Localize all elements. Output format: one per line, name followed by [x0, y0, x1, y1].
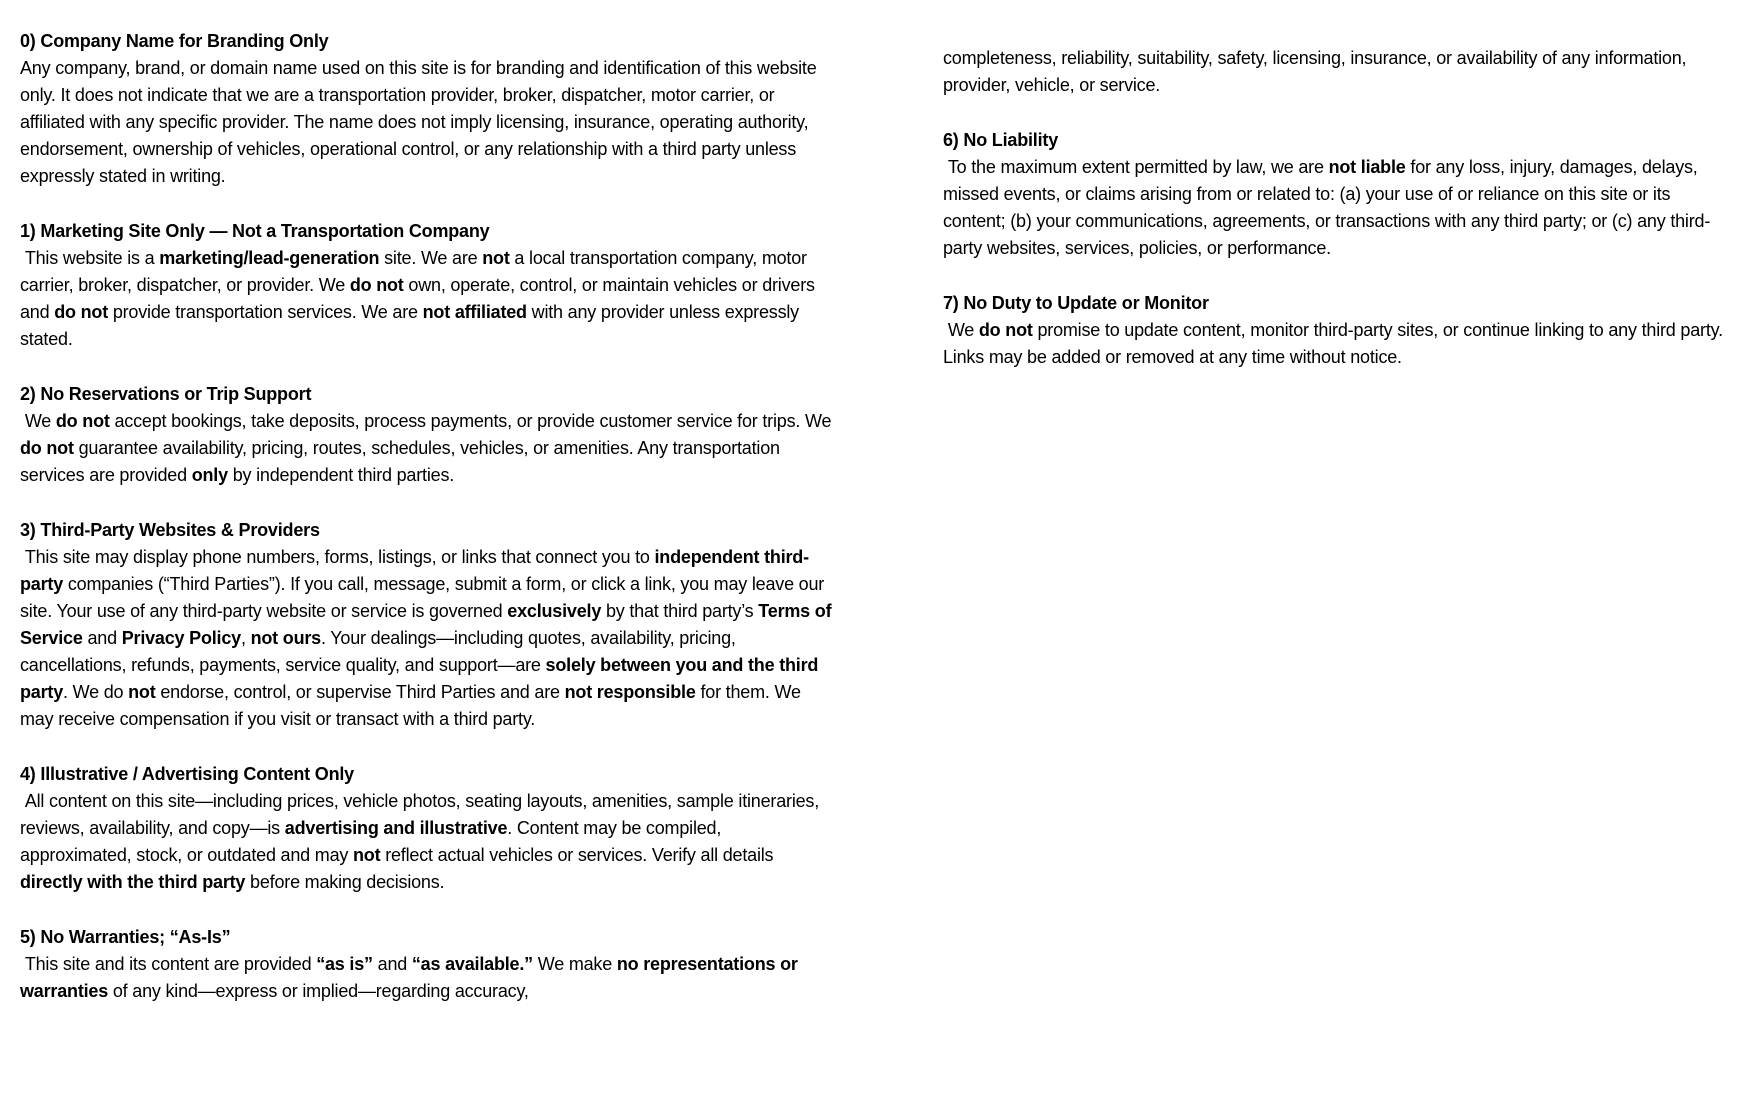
bold-text-run: only [191, 465, 228, 485]
bold-text-run: do not [978, 320, 1033, 340]
bold-text-run: not [353, 845, 381, 865]
text-run: guarantee availability, pricing, routes, schedules, vehicles, or amenities. Any transportation services are provided [20, 438, 785, 485]
text-run: by that third party’s [601, 601, 759, 621]
bold-text-run: not [128, 682, 156, 702]
text-run: for them. We may receive compensation if you visit or transact with a third party. [20, 682, 806, 729]
text-run: . Your dealings—including quotes, availability, pricing, cancellations, refunds, payments, service quality, and support—are [20, 628, 741, 675]
text-run: with any provider unless expressly stated. [20, 302, 804, 349]
bold-text-run: not responsible [564, 682, 696, 702]
text-run: and [372, 954, 412, 974]
bold-text-run: not [482, 248, 510, 268]
bold-text-run: marketing/lead-generation [159, 248, 380, 268]
text-run: by independent third parties. [227, 465, 455, 485]
section-heading: 0) Company Name for Branding Only [20, 31, 329, 51]
section-block [20, 924, 834, 1005]
text-run: before making decisions. [245, 872, 445, 892]
left-column [20, 28, 837, 1033]
section-heading: 4) Illustrative / Advertising Content Only [20, 764, 354, 784]
section-block [20, 381, 837, 489]
bold-text-run: not liable [1328, 157, 1406, 177]
bold-text-run: solely between you and the third party [20, 655, 824, 702]
bold-text-run: not affiliated [422, 302, 527, 322]
text-run: companies (“Third Parties”). If you call, message, submit a form, or click a link, you may leave our site. Your use of any third-party website or service is governed [20, 574, 829, 621]
text-run: This site and its content are provided [20, 954, 317, 974]
bold-text-run: do not [20, 438, 74, 458]
section-block [20, 761, 834, 896]
text-run: promise to update content, monitor third-party sites, or continue linking to any third party. Links may be added or removed at any time without notice. [943, 320, 1728, 367]
bold-text-run: do not [55, 411, 110, 431]
text-run: for any loss, injury, damages, delays, missed events, or claims arising from or related to: (a) your use of or reliance on this site or its content; (b) your communications, agreements, or transactions with any third party; or (c) any third-party websites, services, policies, or performance. [943, 157, 1711, 258]
text-run: To the maximum extent permitted by law, we are [943, 157, 1329, 177]
right-column [943, 45, 1726, 399]
text-run: and [82, 628, 122, 648]
section-block [20, 218, 834, 353]
bold-text-run: advertising and illustrative [284, 818, 508, 838]
bold-text-run: Privacy Policy [121, 628, 241, 648]
text-run: All content on this site—including prices, vehicle photos, seating layouts, amenities, sample itineraries, reviews, availability, and copy—is [20, 791, 824, 838]
bold-text-run: exclusively [507, 601, 602, 621]
section-block [943, 290, 1726, 371]
bold-text-run: do not [349, 275, 404, 295]
text-run: site. We are [379, 248, 483, 268]
text-run: Any company, brand, or domain name used on this site is for branding and identification of this website only. It does not indicate that we are a transportation provider, broker, dispatcher, motor carrier, or affiliated with any specific provider. The name does not imply licensing, insurance, operating authority, endorsement, ownership of vehicles, operational control, or any relationship with a third party unless expressly stated in writing. [20, 58, 822, 186]
section-block [20, 28, 834, 190]
text-run: , [240, 628, 251, 648]
bold-text-run: not ours [250, 628, 321, 648]
text-run: of any kind—express or implied—regarding accuracy, [108, 981, 529, 1001]
bold-text-run: independent third-party [20, 547, 809, 594]
text-run: reflect actual vehicles or services. Verify all details [380, 845, 779, 865]
text-run: own, operate, control, or maintain vehicles or drivers and [20, 275, 820, 322]
bold-text-run: Terms of Service [20, 601, 837, 648]
text-run: This site may display phone numbers, forms, listings, or links that connect you to [20, 547, 655, 567]
text-run: endorse, control, or supervise Third Parties and are [155, 682, 565, 702]
section-heading: 1) Marketing Site Only — Not a Transportation Company [20, 221, 490, 241]
section-heading: 7) No Duty to Update or Monitor [943, 293, 1209, 313]
section-heading: 5) No Warranties; “As-Is” [20, 927, 231, 947]
bold-text-run: “as available.” [411, 954, 533, 974]
section-heading: 2) No Reservations or Trip Support [20, 384, 312, 404]
text-run: . We do [63, 682, 129, 702]
bold-text-run: do not [54, 302, 109, 322]
text-run: We [943, 320, 979, 340]
text-run: . Content may be compiled, approximated, stock, or outdated and may [20, 818, 726, 865]
section-heading: 6) No Liability [943, 130, 1059, 150]
text-run: a local transportation company, motor carrier, broker, dispatcher, or provider. We [20, 248, 812, 295]
section-heading: 3) Third-Party Websites & Providers [20, 520, 320, 540]
text-run: We make [532, 954, 617, 974]
text-run: accept bookings, take deposits, process payments, or provide customer service for trips. We [109, 411, 837, 431]
bold-text-run: “as is” [316, 954, 373, 974]
section-block [20, 517, 837, 733]
section-block [943, 45, 1726, 99]
text-run: We [20, 411, 56, 431]
text-run: provide transportation services. We are [108, 302, 423, 322]
text-run: completeness, reliability, suitability, safety, licensing, insurance, or availability of any information, provider, vehicle, or service. [943, 48, 1692, 95]
bold-text-run: no representations or warranties [20, 954, 803, 1001]
section-block [943, 127, 1726, 262]
text-run: This website is a [20, 248, 160, 268]
bold-text-run: directly with the third party [20, 872, 246, 892]
